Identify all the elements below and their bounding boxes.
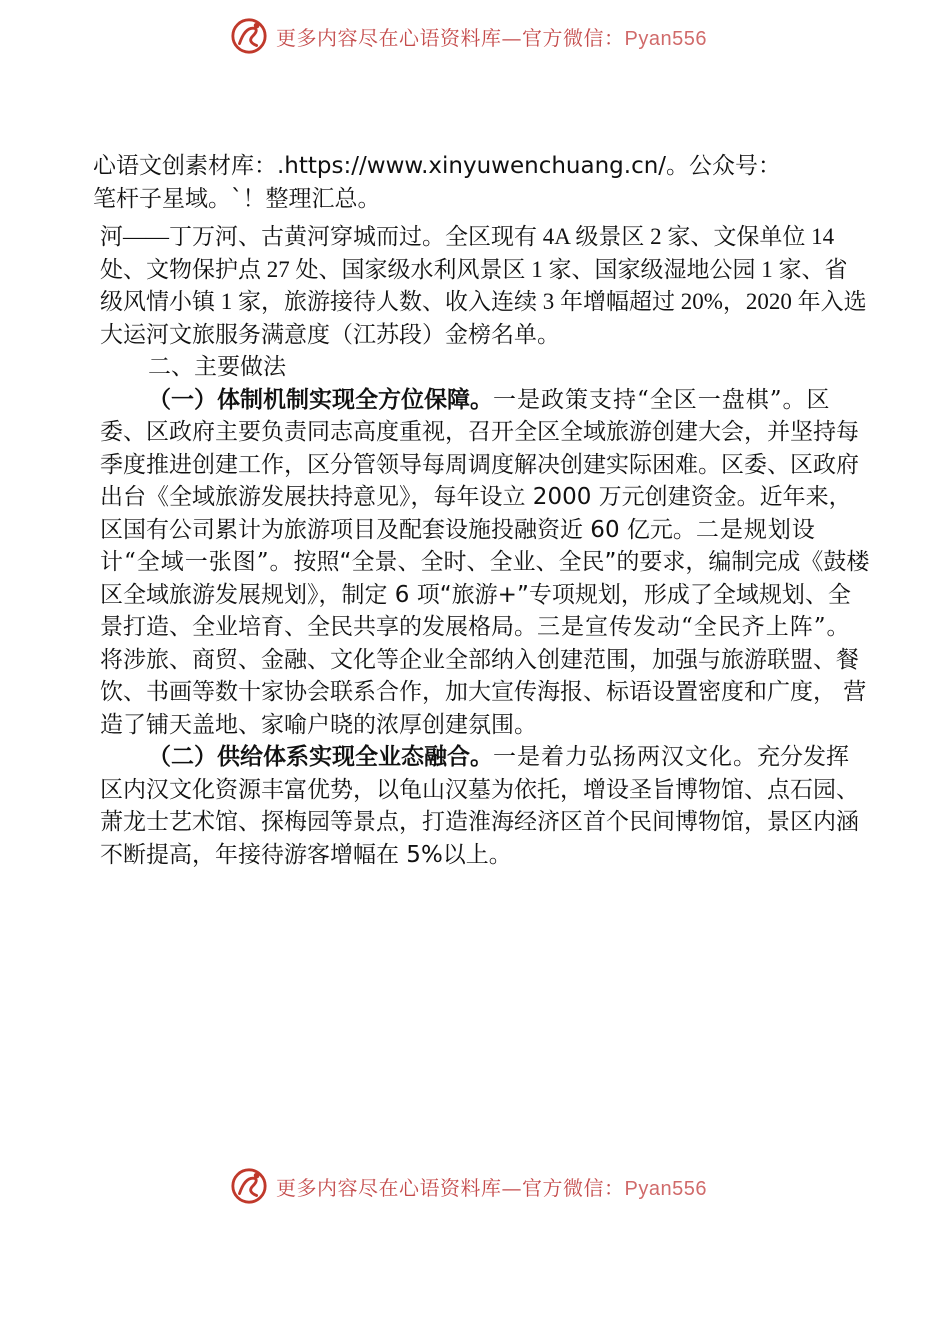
text-culture: 充分发挥区内汉文化资源丰富优势，以龟山汉墓为依托，增设圣旨博物馆、点石园、萧龙士艺术馆、探梅园等景点，打造淮海经济区首个民间博物馆，景区内涵不断提高，年接待游客增幅在 5%以上。 [100,744,859,868]
wechat-label: 官方微信： [522,25,625,50]
text-publicity: 将涉旅、商贸、金融、文化等企业全部纳入创建范围，加强与旅游联盟、餐饮、书画等数十家协会联系合作，加大宣传海报、标语设置密度和广度， 营造了铺天盖地、家喻户晓的浓厚创建氛围。 [100,646,867,738]
lead-culture: 一是着力弘扬两汉文化。 [493,744,757,770]
header-banner [230,16,707,56]
source-line-1: 心语文创素材库：.https://www.xinyuwenchuang.cn/。公众号： [93,153,782,179]
text-planning: 按照“全景、全时、全业、全民”的要求，编制完成《鼓楼区全域旅游发展规划》，制定 6 项“旅游+”专项规划，形成了全域规划、全景打造、全业培育、全民共享的发展格局。 [100,549,870,640]
banner-separator: — [501,25,522,50]
lead-planning: 二是规划设计“全域一张图”。 [100,516,816,575]
source-line-2: 笔杆子星域。`！整理汇总。 [93,186,381,212]
subheading-institutional: （一）体制机制实现全方位保障。 [148,385,493,413]
paragraph-institutional [100,384,870,742]
logo-icon [230,1167,268,1205]
banner-text [276,22,707,51]
lead-publicity: 三是宣传发动“全民齐上阵”。 [537,614,851,640]
paragraph-supply [100,741,870,871]
banner-separator: — [501,1175,522,1200]
footer-banner [230,1166,707,1206]
intro-paragraph: 河——丁万河、古黄河穿城而过。全区现有 4A 级景区 2 家、文保单位 14 处、文物保护点 27 处、国家级水利风景区 1 家、国家级湿地公园 1 家、省级风情小镇 1 家，旅游接待人数、收入连续 3 年增幅超过 20%，2020 年入选大运河文旅服务满意度（江苏段）金榜名单。 [100,224,867,347]
document-body [100,221,870,871]
source-note [93,150,873,216]
wechat-label: 官方微信： [522,1175,625,1200]
logo-icon [230,17,268,55]
text-policy: 区委、区政府主要负责同志高度重视，召开全区全域旅游创建大会，并坚持每季度推进创建工作，区分管领导每周调度解决创建实际困难。区委、区政府出台《全域旅游发展扶持意见》，每年设立 2000 万元创建资金。近年来，区国有公司累计为旅游项目及配套设施投融资近 60 亿元。 [100,386,859,543]
lead-policy: 一是政策支持“全区一盘棋”。 [493,386,807,413]
subheading-supply: （二）供给体系实现全业态融合。 [148,743,493,770]
banner-slogan: 更多内容尽在心语资料库 [276,1175,502,1200]
section-heading: 二、主要做法 [148,354,286,380]
banner-text [276,1172,707,1201]
wechat-id: Pyan556 [624,1177,707,1200]
wechat-id: Pyan556 [624,27,707,50]
banner-slogan: 更多内容尽在心语资料库 [276,25,502,50]
